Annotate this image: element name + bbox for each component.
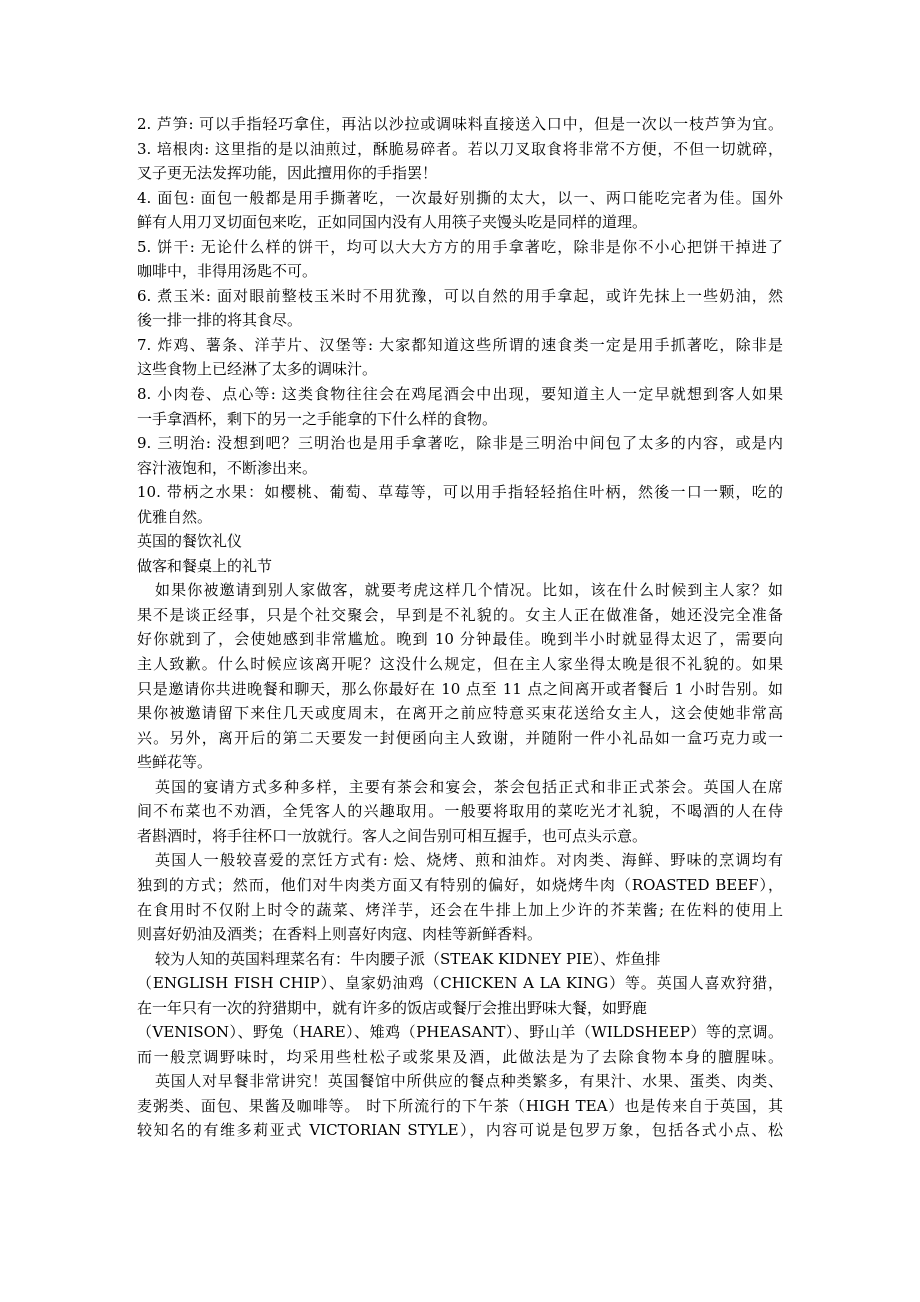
text-line: 优雅自然。 [137,507,213,526]
text-line: 在一年只有一次的狩猎期中，就有许多的饭店或餐厅会推出野味大餐，如野鹿 [137,998,648,1017]
text-line: （ENGLISH FISH CHIP）、皇家奶油鸡（CHICKEN A LA KING）等。英国人喜欢狩猎， [137,974,783,993]
text-line: 如果你被邀请到别人家做客，就要考虎这样几个情况。比如，该在什么时候到主人家？如 [155,581,783,600]
text-line: 好你就到了，会使她感到非常尴尬。晚到 10 分钟最佳。晚到半小时就显得太迟了，需要向 [137,630,783,649]
text-line: 7. 炸鸡、薯条、洋芋片、汉堡等: 大家都知道这些所谓的速食类一定是用手抓著吃，除非是 [137,335,783,354]
text-line: 做客和餐桌上的礼节 [137,556,273,575]
text-line: 较知名的有维多莉亚式 VICTORIAN STYLE），内容可说是包罗万象，包括各式小点、松 [137,1121,783,1140]
text-line: 间不布菜也不劝酒，全凭客人的兴趣取用。一般要将取用的菜吃光才礼貌，不喝酒的人在侍 [137,802,783,821]
text-line: 英国人一般较喜爱的烹饪方式有: 烩、烧烤、煎和油炸。对肉类、海鲜、野味的烹调均有 [155,851,783,870]
text-line: 英国的宴请方式多种多样，主要有茶会和宴会，茶会包括正式和非正式茶会。英国人在席 [155,777,783,796]
text-line: 3. 培根肉: 这里指的是以油煎过，酥脆易碎者。若以刀叉取食将非常不方便，不但一切就碎， [137,139,783,158]
text-line: 在食用时不仅附上时令的蔬菜、烤洋芋，还会在牛排上加上少许的芥茉酱; 在佐料的使用上 [137,900,783,919]
text-line: 9. 三明治: 没想到吧？三明治也是用手拿著吃，除非是三明治中间包了太多的内容，或是内 [137,434,783,453]
text-line: 5. 饼干: 无论什么样的饼干，均可以大大方方的用手拿著吃，除非是你不小心把饼干掉进了 [137,237,783,256]
text-line: 英国人对早餐非常讲究！英国餐馆中所供应的餐点种类繁多，有果汁、水果、蛋类、肉类、 [155,1072,783,1091]
text-line: 只是邀请你共进晚餐和聊天，那么你最好在 10 点至 11 点之间离开或者餐后 1 小时告别。如 [137,679,783,698]
document-body [137,112,783,1143]
text-line: 2. 芦笋: 可以手指轻巧拿住，再沾以沙拉或调味料直接送入口中，但是一次以一枝芦笋为宜。 [137,115,783,133]
text-line: 果不是谈正经事，只是个社交聚会，早到是不礼貌的。女主人正在做准备，她还没完全准备 [137,605,783,624]
text-line: 容汁液饱和，不断渗出来。 [137,458,318,477]
text-line: 鲜有人用刀叉切面包来吃，正如同国内没有人用筷子夹馒头吃是同样的道理。 [137,213,648,232]
text-line: 10. 带柄之水果：如樱桃、葡萄、草莓等，可以用手指轻轻掐住叶柄，然後一口一颗，吃的 [137,483,783,502]
text-line: 较为人知的英国料理菜名有：牛肉腰子派（STEAK KIDNEY PIE）、炸鱼排 [155,949,661,968]
text-line: 则喜好奶油及酒类；在香料上则喜好肉寇、肉桂等新鲜香料。 [137,925,543,944]
text-line: 而一般烹调野味时，均采用些杜松子或浆果及酒，此做法是为了去除食物本身的膻腥味。 [137,1047,783,1066]
text-line: 独到的方式；然而，他们对牛肉类方面又有特别的偏好，如烧烤牛肉（ROASTED BEEF）， [137,875,783,894]
text-line: 8. 小肉卷、点心等: 这类食物往往会在鸡尾酒会中出现，要知道主人一定早就想到客人如果 [137,385,783,404]
text-line: 些鲜花等。 [137,753,213,772]
text-line: 後一排一排的将其食尽。 [137,311,303,330]
text-line: 英国的餐饮礼仪 [137,532,243,551]
text-line: 6. 煮玉米: 面对眼前整枝玉米时不用犹豫，可以自然的用手拿起，或许先抹上一些奶油，然 [137,286,783,305]
text-line: 者斟酒时，将手往杯口一放就行。客人之间告别可相互握手，也可点头示意。 [137,826,648,845]
text-line: 叉子更无法发挥功能，因此擅用你的手指罢！ [137,164,438,183]
text-line: 4. 面包: 面包一般都是用手撕著吃，一次最好别撕的太大，以一、两口能吃完者为佳。国外 [137,188,783,207]
text-line: 兴。另外，离开后的第二天要发一封便函向主人致谢，并随附一件小礼品如一盒巧克力或一 [137,728,783,747]
text-line: 咖啡中，非得用汤匙不可。 [137,262,318,281]
text-line: 主人致歉。什么时候应该离开呢？这没什么规定，但在主人家坐得太晚是很不礼貌的。如果 [137,655,783,674]
text-line: 这些食物上已经淋了太多的调味汁。 [137,360,378,379]
text-line: 一手拿酒杯，剩下的另一之手能拿的下什么样的食物。 [137,409,498,428]
text-line: 麦粥类、面包、果酱及咖啡等。 时下所流行的下午茶（HIGH TEA）也是传来自于英国，其 [137,1096,783,1115]
text-line: 果你被邀请留下来住几天或度周末，在离开之前应特意买束花送给女主人，这会使她非常高 [137,704,783,723]
text-line: （VENISON）、野兔（HARE）、雉鸡（PHEASANT）、野山羊（WILDSHEEP）等的烹调。 [137,1023,783,1042]
